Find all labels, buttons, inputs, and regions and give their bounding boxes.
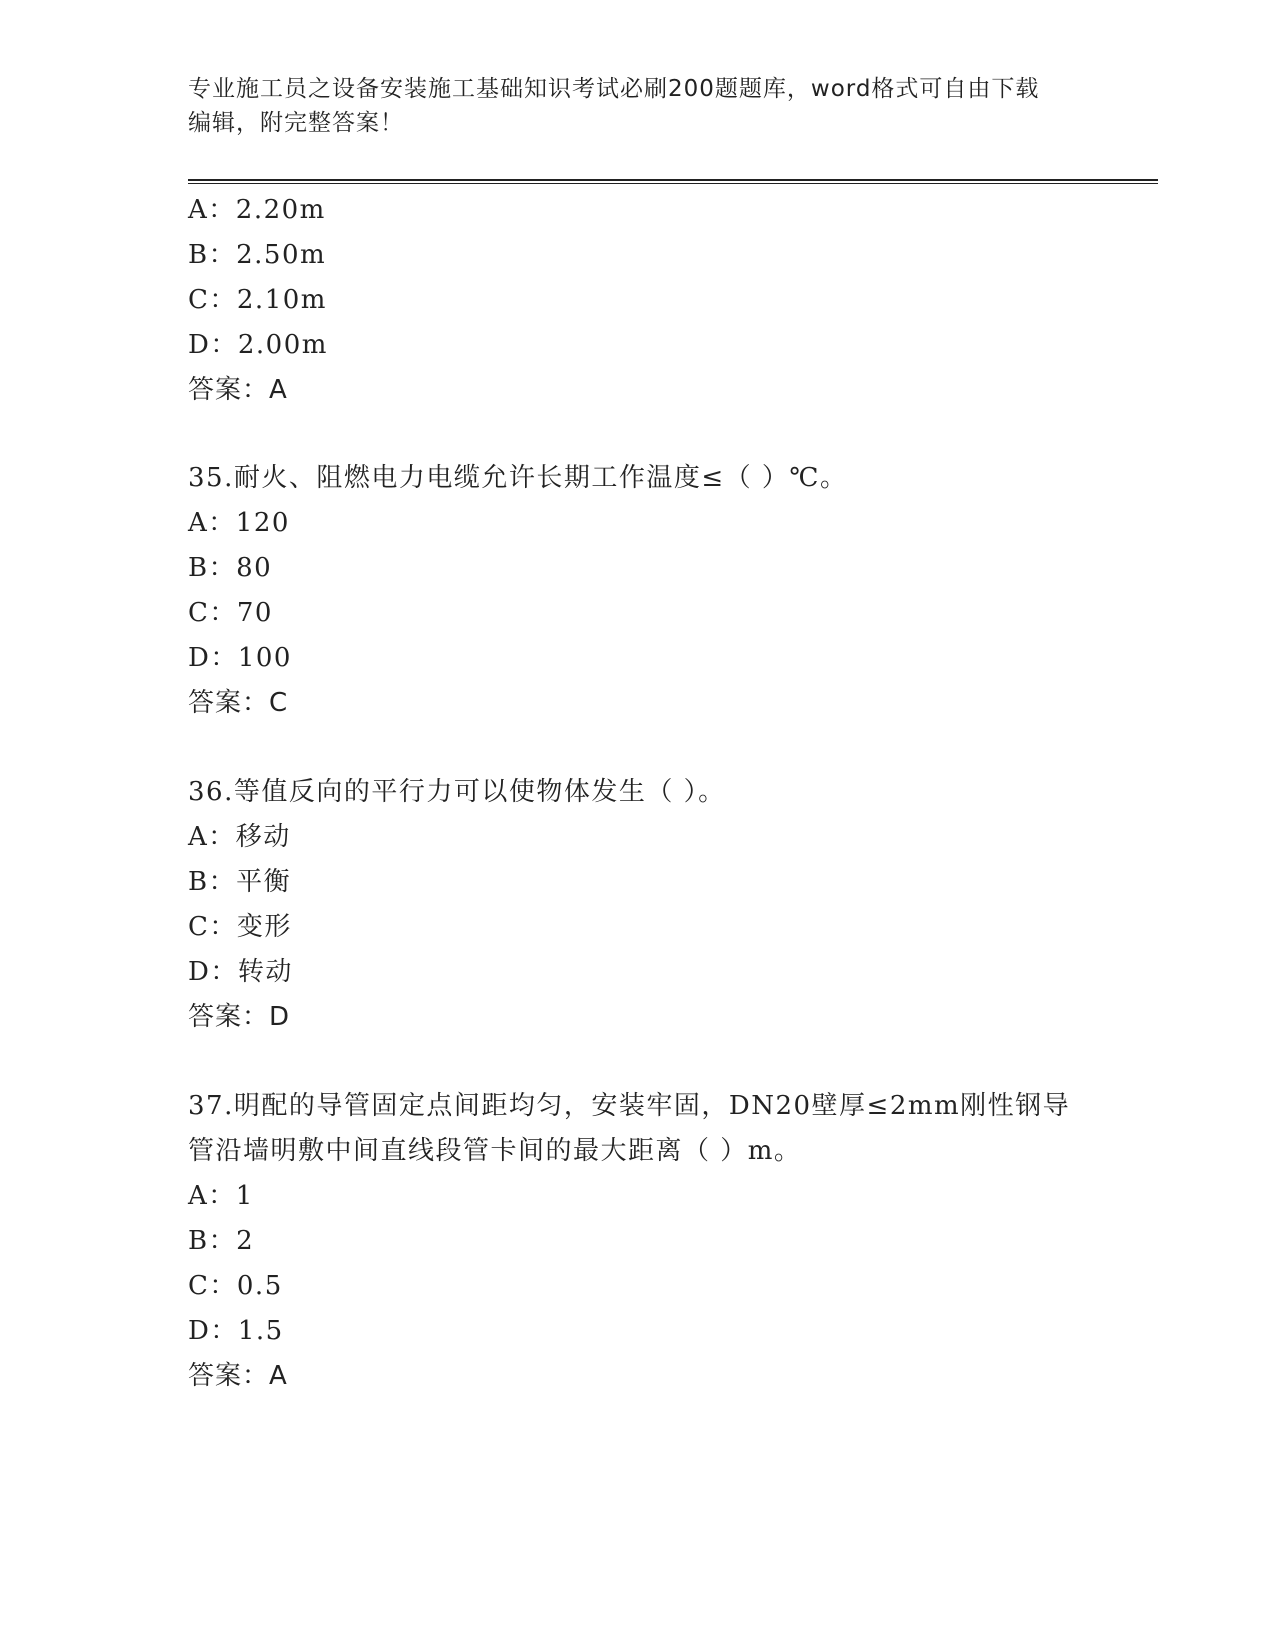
q34-option-c: C：2.10m [188, 285, 327, 315]
q35-option-a: A：120 [188, 508, 290, 538]
header-line-2: 编辑，附完整答案！ [188, 110, 404, 136]
q35-stem: 35.耐火、阻燃电力电缆允许长期工作温度≤（ ）℃。 [188, 463, 848, 493]
q36-option-d: D：转动 [188, 957, 293, 987]
q34-option-a: A：2.20m [188, 195, 326, 225]
q35-option-b: B：80 [188, 553, 273, 583]
q35-answer: 答案：C [188, 688, 289, 718]
q36-option-b: B：平衡 [188, 867, 292, 897]
q34-option-d: D：2.00m [188, 330, 328, 360]
q35-option-d: D：100 [188, 643, 292, 673]
q37-option-c: C：0.5 [188, 1271, 283, 1301]
q36-answer: 答案：D [188, 1002, 291, 1032]
q37-stem-line-1: 37.明配的导管固定点间距均匀，安装牢固，DN20壁厚≤2mm刚性钢导 [188, 1091, 1071, 1121]
q36-option-c: C：变形 [188, 912, 292, 942]
q37-option-b: B：2 [188, 1226, 255, 1256]
q36-stem: 36.等值反向的平行力可以使物体发生（ ）。 [188, 777, 726, 807]
header-divider-thick [188, 179, 1158, 181]
q37-option-d: D：1.5 [188, 1316, 284, 1346]
q37-answer: 答案：A [188, 1361, 288, 1391]
q34-option-b: B：2.50m [188, 240, 327, 270]
q35-option-c: C：70 [188, 598, 273, 628]
header-divider-thin [188, 183, 1158, 184]
q34-answer: 答案：A [188, 375, 288, 405]
q37-stem-line-2: 管沿墙明敷中间直线段管卡间的最大距离（ ）m。 [188, 1136, 802, 1166]
q36-option-a: A：移动 [188, 822, 291, 852]
document-header [188, 72, 1088, 140]
header-line-1: 专业施工员之设备安装施工基础知识考试必刷200题题库，word格式可自由下载 [188, 76, 1040, 102]
q37-option-a: A：1 [188, 1181, 254, 1211]
